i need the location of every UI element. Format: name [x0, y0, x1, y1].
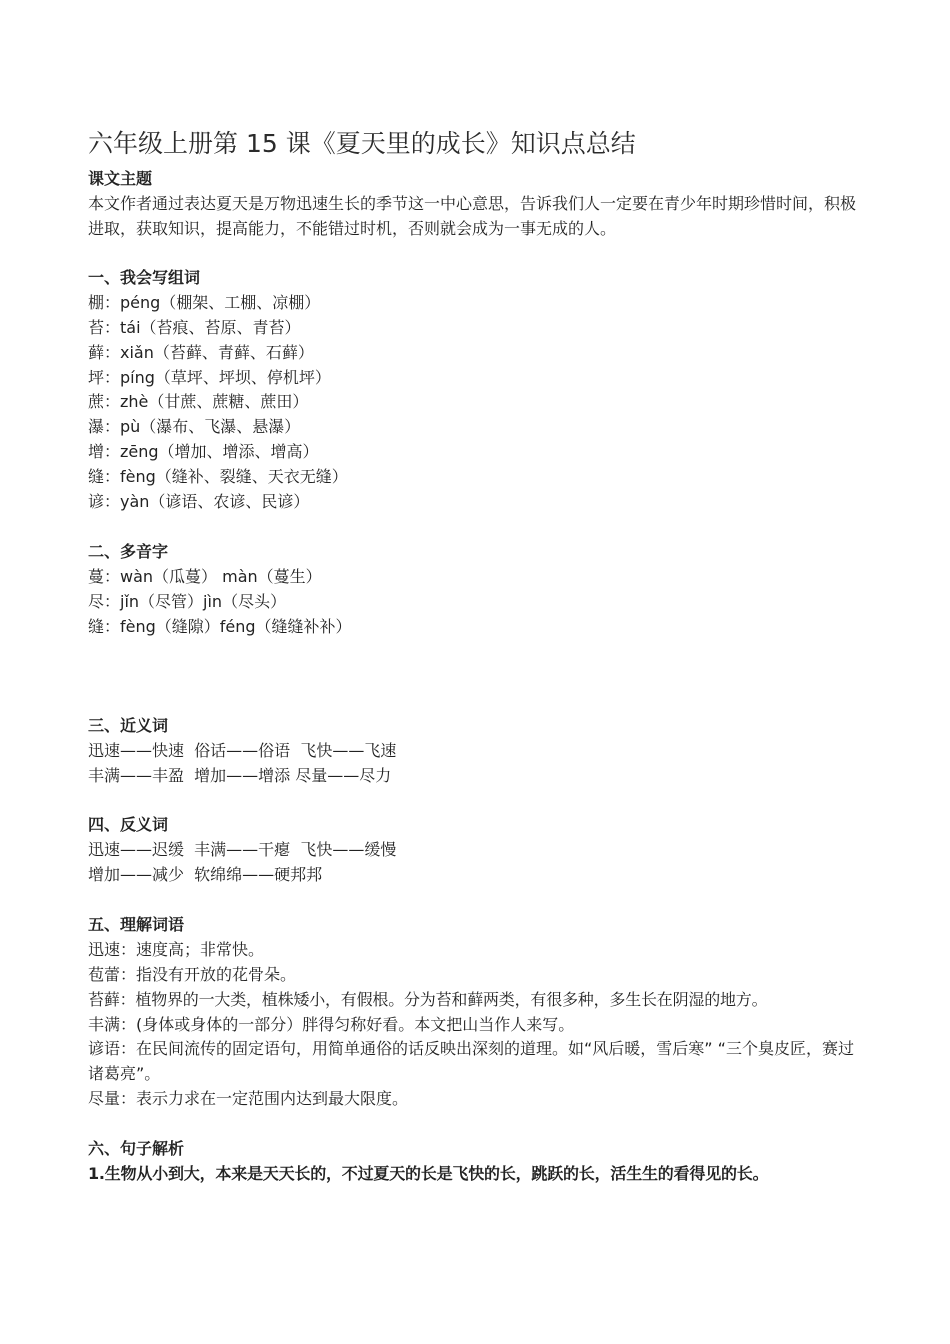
section-polyphones — [88, 540, 878, 640]
analysis-sentence: 1.生物从小到大，本来是天天长的，不过夏天的长是飞快的长，跳跃的长，活生生的看得见的长。 — [88, 1163, 769, 1183]
section-antonyms — [88, 813, 878, 888]
page-title: 六年级上册第 15 课《夏天里的成长》知识点总结 — [88, 129, 636, 158]
list-item: 丰满：(身体或身体的一部分）胖得匀称好看。本文把山当作人来写。 — [88, 1014, 575, 1034]
section-word-meanings — [88, 913, 878, 1112]
list-item: 苔：tái（苔痕、苔原、青苔） — [88, 317, 301, 337]
section-heading: 六、句子解析 — [88, 1139, 185, 1158]
list-item: 丰满——丰盈 增加——增添 尽量——尽力 — [88, 765, 392, 785]
list-item: 迅速——迟缓 丰满——干瘪 飞快——缓慢 — [88, 839, 397, 859]
list-item: 迅速——快速 俗话——俗语 飞快——飞速 — [88, 740, 397, 760]
list-item: 迅速：速度高；非常快。 — [88, 939, 265, 959]
list-item: 谚：yàn（谚语、农谚、民谚） — [88, 492, 310, 512]
section-synonyms — [88, 714, 878, 789]
section-write-words — [88, 266, 878, 515]
theme-heading: 课文主题 — [88, 169, 153, 188]
list-item: 棚：péng（棚架、工棚、凉棚） — [88, 292, 321, 312]
list-item: 缝：fèng（缝隙）féng（缝缝补补） — [88, 616, 352, 636]
list-item: 缝：fèng（缝补、裂缝、天衣无缝） — [88, 467, 348, 487]
list-item: 尽：jǐn（尽管）jìn（尽头） — [88, 591, 287, 611]
list-item: 蔗：zhè（甘蔗、蔗糖、蔗田） — [88, 392, 309, 412]
section-sentence-analysis — [88, 1137, 878, 1187]
section-heading: 二、多音字 — [88, 542, 169, 561]
list-item: 谚语：在民间流传的固定语句，用简单通俗的话反映出深刻的道理。如“风后暖，雪后寒” “三个臭皮匠，赛过诸葛亮”。 — [88, 1039, 854, 1084]
section-heading: 一、我会写组词 — [88, 268, 201, 287]
list-item: 蔓：wàn（瓜蔓） màn（蔓生） — [88, 566, 322, 586]
section-heading: 三、近义词 — [88, 716, 169, 735]
theme-text: 本文作者通过表达夏天是万物迅速生长的季节这一中心意思，告诉我们人一定要在青少年时期珍惜时间，积极进取，获取知识，提高能力，不能错过时机，否则就会成为一事无成的人。 — [88, 193, 857, 238]
list-item: 苔藓：植物界的一大类，植株矮小，有假根。分为苔和藓两类，有很多种，多生长在阴湿的地方。 — [88, 989, 768, 1009]
list-item: 坪：píng（草坪、坪坝、停机坪） — [88, 367, 331, 387]
section-heading: 五、理解词语 — [88, 915, 185, 934]
list-item: 增：zēng（增加、增添、增高） — [88, 442, 319, 462]
section-heading: 四、反义词 — [88, 815, 169, 834]
list-item: 尽量：表示力求在一定范围内达到最大限度。 — [88, 1089, 409, 1109]
theme-section — [88, 167, 878, 242]
list-item: 瀑：pù（瀑布、飞瀑、悬瀑） — [88, 417, 301, 437]
list-item: 增加——减少 软绵绵——硬邦邦 — [88, 864, 323, 884]
list-item: 藓：xiǎn（苔藓、青藓、石藓） — [88, 342, 314, 362]
list-item: 苞蕾：指没有开放的花骨朵。 — [88, 964, 297, 984]
